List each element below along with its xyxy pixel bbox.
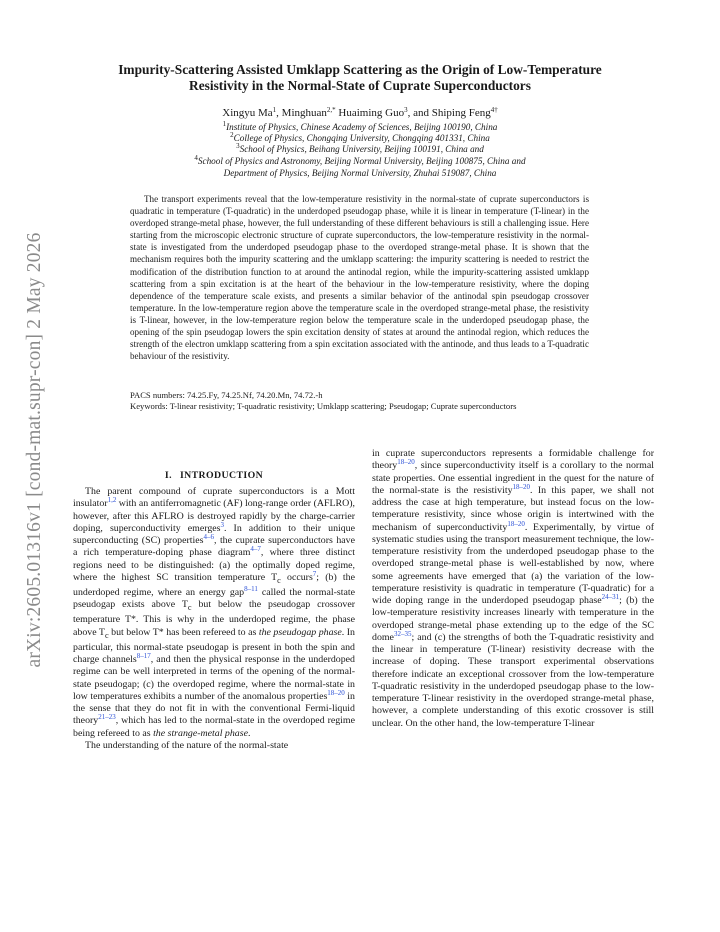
- arxiv-identifier-stamp: [20, 200, 50, 700]
- author-affiliation-mark: 4†: [490, 106, 498, 114]
- section-number: I.: [164, 470, 172, 481]
- text-run: ; and (c) the strengths of both the T-quadratic resistivity and the linear in temperature (T-linear) resistivity decrease with the increase of doping. These transport experimental observations therefore indicate an exceptional crossover from the low-temperature T-quadratic resistivity in the underdoped pseudogap phase to the low-temperature T-linear resistivity in the overdoped strange-metal phase, however, a complete understanding of this exotic crossover is still unclear. On the other hand, the low-temperature T-linear: [372, 631, 654, 729]
- author-name: Xingyu Ma: [222, 107, 273, 119]
- section-title: INTRODUCTION: [179, 470, 264, 481]
- paragraph: The understanding of the nature of the normal-state: [85, 739, 289, 751]
- text-run: .: [247, 727, 251, 739]
- text-run: ; (b) the underdoped regime, where an energy gap: [73, 571, 355, 598]
- citation-link[interactable]: 32–35: [393, 629, 412, 638]
- affiliation-mark: 4: [194, 154, 198, 162]
- citation-link[interactable]: 8–11: [244, 584, 258, 593]
- affiliation-text: Institute of Physics, Chinese Academy of Sciences, Beijing 100190, China: [226, 122, 498, 132]
- citation-link[interactable]: 18–20: [507, 519, 525, 528]
- text-run: but below the pseudogap crossover temperature T*. This is why in the underdoped regime, the phase above T: [73, 599, 355, 638]
- text-run: . In this paper, we shall not address the case at high temperature, but instead focus on the low-temperature resistivity, since whose origin is intertwined with the mechanism of superconductivity: [372, 484, 654, 533]
- subscript: c: [187, 603, 192, 613]
- affiliation-line: [60, 122, 660, 133]
- subscript: c: [277, 575, 281, 585]
- affiliation-line: [60, 144, 660, 155]
- affiliation-mark: 1: [222, 120, 227, 128]
- affiliation-mark: 2: [230, 131, 234, 139]
- citation-link[interactable]: 3: [220, 520, 224, 529]
- affiliation-text: School of Physics, Beihang University, Beijing 100191, China and: [239, 144, 484, 154]
- abstract-text: The transport experiments reveal that the low-temperature resistivity in the normal-state of cuprate superconductors is quadratic in temperature (T-quadratic) in the underdoped pseudogap phase, while it is linear in temperature (T-linear) in the overdoped strange-metal phase, however, the full understanding of these different behaviours is still a challenging issue. Here starting from the microscopic electronic structure of cuprate superconductors, the low-temperature resistivity in the normal-state is investigated from the underdoped pseudogap phase to the overdoped strange-metal phase. It is shown that the mechanism requires both the impurity scattering and the umklapp scattering: the impurity scattering is needed to restrict the modification of the distribution function to at around the antinodal region, while the impurity-scattering assisted umklapp scattering from a spin excitation is at the heart of the behaviour in the low-temperature resistivity, where the doping dependence of the temperature scale exists, and presents a similar behavior of the antinodal spin pseudogap crossover temperature. In the low-temperature region above the temperature scale in the overdoped strange-metal phase, the resistivity is T-linear, however, in the low-temperature region below the temperature scale in the underdoped pseudogap phase, the opening of the spin pseudogap lowers the spin excitation density of states at around the antinodal region, which reduces the strength of the electron umklapp scattering from a spin excitation associated with the antinode, and thus leads to a T-quadratic behaviour of the resistivity.: [130, 194, 589, 362]
- citation-link[interactable]: 4–7: [250, 545, 261, 554]
- affiliation-text: School of Physics and Astronomy, Beijing Normal University, Beijing 100875, China and: [197, 156, 526, 166]
- paragraph: [73, 486, 355, 740]
- citation-link[interactable]: 8–17: [136, 652, 151, 661]
- pacs-numbers: PACS numbers: 74.25.Fy, 74.25.Nf, 74.20.Mn, 74.72.-h: [130, 390, 323, 400]
- text-run: with an antiferromagnetic (AF) long-range order (AFLRO), however, after this AFLRO is destroyed rapidly by the charge-carrier doping, superconductivity emerges: [73, 498, 355, 534]
- author-name: and Shiping Feng: [413, 107, 491, 119]
- arxiv-stamp-text: arXiv:2605.01316v1 [cond-mat.supr-con] 2 May 2026: [24, 232, 45, 668]
- paragraph: [372, 448, 654, 730]
- author-list: Xingyu Ma$^1$, Minghuan$^{2,*}$ Huaiming Guo$^3$, and Shiping Feng$^{4\dagger}$: [222, 106, 498, 119]
- author-name: Minghuan: [281, 107, 327, 119]
- citation-link[interactable]: 21–23: [98, 713, 116, 722]
- keywords: Keywords: T-linear resistivity; T-quadratic resistivity; Umklapp scattering; Pseudogap; Cuprate superconductors: [130, 401, 517, 411]
- author-affiliation-mark: 2,*: [326, 106, 336, 114]
- citation-link[interactable]: 24–31: [601, 593, 620, 601]
- left-column: [73, 486, 355, 752]
- emphasis: the pseudogap phase: [258, 626, 342, 638]
- affiliation-line: [60, 168, 660, 179]
- affiliation-text: Department of Physics, Beijing Normal University, Zhuhai 519087, China: [223, 168, 497, 178]
- text-run: , since superconductivity itself is a corollary to the normal state properties. One essential ingredient in the quest for the nature of the normal-state is the resistivity: [372, 460, 654, 496]
- text-run: . Experimentally, by virtue of systematic studies using the transport measurement technique, the low-temperature resistivity from the underdoped pseudogap phase to the overdoped strange-metal phase is well-established by now, where some agreements have emerged that (a) the variation of the low-temperature resistivity is quadratic in temperature (T-quadratic) for a wide doping range in the underdoped pseudogap phase: [372, 521, 654, 606]
- text-run: . In addition to their unique superconducting (SC) properties: [73, 522, 356, 546]
- affiliation-text: College of Physics, Chongqing University, Chongqing 401331, China: [233, 133, 490, 143]
- citation-link[interactable]: 18–20: [327, 688, 345, 697]
- text-run: in the sense that they do not fit in with the conventional Fermi-liquid theory: [73, 690, 355, 727]
- abstract: [130, 193, 589, 362]
- author-affiliation-mark: 1: [272, 106, 277, 114]
- text-run: The parent compound of cuprate superconductors is a Mott insulator: [73, 486, 355, 510]
- paper-title-line-2: Resistivity in the Normal-State of Cuprate Superconductors: [189, 78, 531, 93]
- affiliation-line: [60, 133, 660, 144]
- text-run: in cuprate superconductors represents a formidable challenge for theory: [372, 448, 654, 472]
- subscript: c: [104, 630, 109, 640]
- author-affiliation-mark: 3: [404, 106, 408, 114]
- emphasis: the strange-metal phase: [153, 727, 248, 739]
- text-run: occurs: [280, 571, 313, 583]
- citation-link[interactable]: 18–20: [397, 458, 415, 467]
- section-heading: [73, 470, 355, 481]
- text-run: . In particular, this normal-state pseudogap is present in both the spin and charge channels: [73, 626, 355, 666]
- text-run: , the cuprate superconductors have a rich temperature-doping phase diagram: [73, 535, 355, 559]
- right-column: [372, 448, 654, 730]
- affiliation-mark: 3: [236, 142, 240, 150]
- author-name: Huaiming Guo: [338, 107, 405, 119]
- citation-link[interactable]: 18–20: [512, 482, 531, 491]
- text-run: , which has led to the normal-state in the overdoped regime being refereed to as: [73, 715, 355, 739]
- text-run: but below T* has been refereed to as: [108, 626, 259, 638]
- paper-title-line-1: Impurity-Scattering Assisted Umklapp Scattering as the Origin of Low-Temperature: [118, 62, 602, 77]
- affiliation-line: [60, 156, 660, 167]
- text-run: , and then the physical response in the underdoped regime can be well interpreted in terms of the opening of the normal-state pseudogap; (c) the overdoped regime, where the normal-state in low temperatures exhibits a number of the anomalous properties: [73, 654, 355, 702]
- text-run: called the normal-state pseudogap exists above T: [73, 586, 355, 611]
- citation-link[interactable]: 7: [312, 569, 317, 578]
- citation-link[interactable]: 1,2: [107, 496, 117, 505]
- citation-link[interactable]: 4–6: [203, 533, 214, 541]
- text-run: , where three distinct regions need to be distinguished: (a) the optimally doped regime, where the highest SC transition temperature T: [73, 547, 355, 583]
- text-run: ; (b) the low-temperature resistivity increases linearly with temperature in the overdoped strange-metal phase extending up to the edge of the SC dome: [372, 595, 654, 643]
